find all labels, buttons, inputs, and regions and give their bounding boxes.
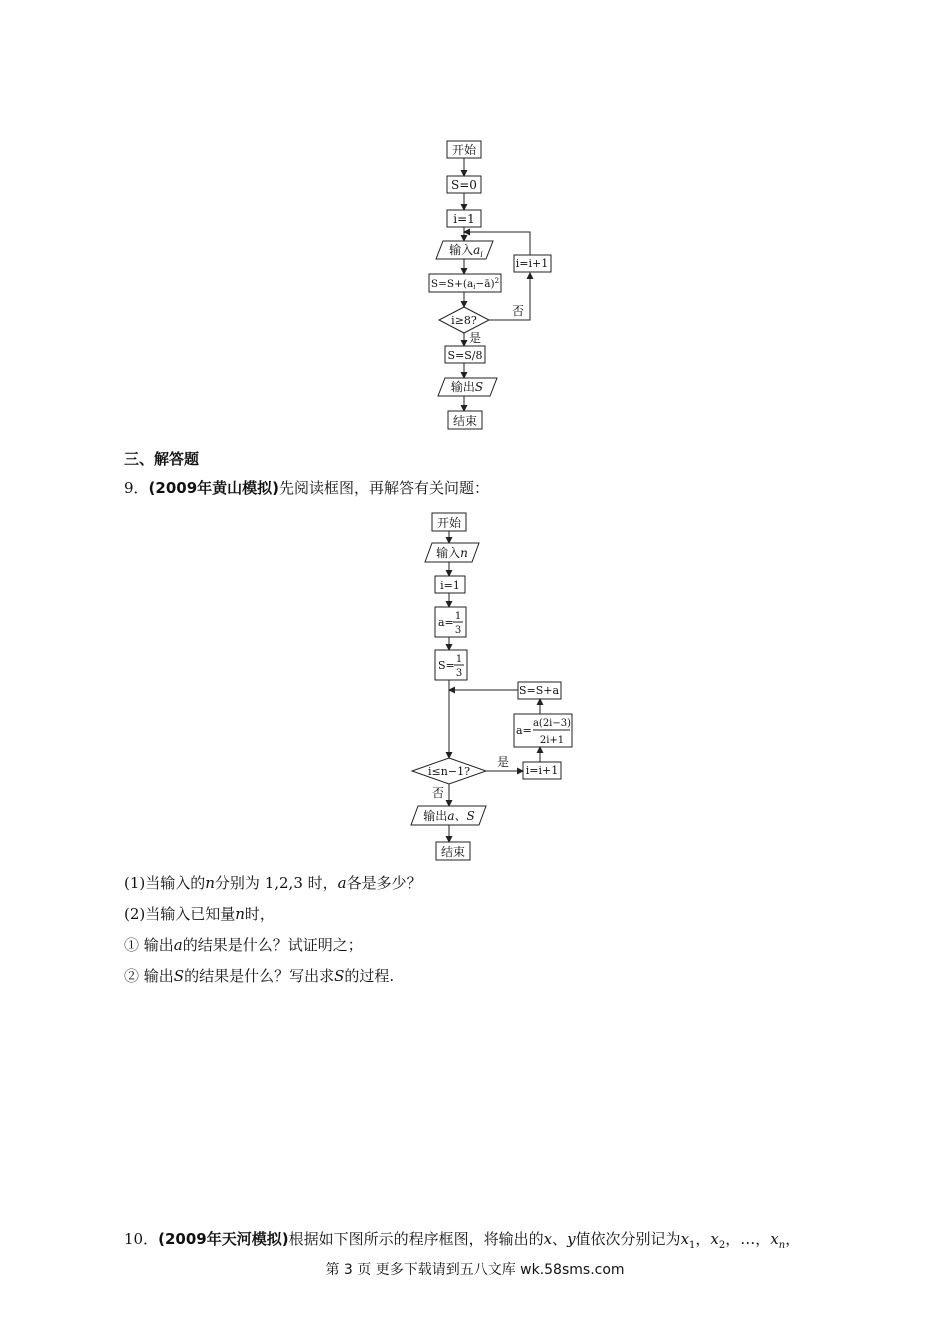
q10-text2: 值依次分别记为 xyxy=(575,1230,681,1248)
q-c2-var: S xyxy=(173,967,185,985)
q9-text: 先阅读框图，再解答有关问题： xyxy=(279,479,490,497)
q-c2-text-a: ② 输出 xyxy=(124,967,174,985)
fc2-incr-text: i=i+1 xyxy=(525,764,559,777)
fc2-s-update-text: S=S+a xyxy=(518,684,560,697)
fc2-s-lhs: S= xyxy=(438,659,455,672)
fc2-a-lhs: a= xyxy=(438,616,454,629)
q10-number: 10． xyxy=(124,1230,159,1248)
section-heading: 三、解答题 xyxy=(124,450,200,468)
q9-source: (2009年黄山模拟) xyxy=(148,479,280,497)
question-10-line xyxy=(124,1229,800,1256)
fc1-update-text: S=S+(ai−ā)$^2$ xyxy=(430,277,500,291)
q-p2-text-b: 时， xyxy=(244,905,275,923)
q-p2-var-n: n xyxy=(235,905,245,923)
q10-sub-1: 1 xyxy=(689,1240,696,1251)
q10-sub-2: 2 xyxy=(718,1240,726,1251)
q10-xn: x xyxy=(770,1230,779,1248)
fc1-output-text: 输出S xyxy=(450,380,484,394)
fc2-a-num: 1 xyxy=(454,611,462,622)
q10-var-y: y xyxy=(567,1230,576,1248)
fc2-yes-label: 是 xyxy=(497,755,510,769)
q-c1-var: a xyxy=(173,936,183,954)
q-c1-text-a: ① 输出 xyxy=(124,936,174,954)
fc1-yes-label: 是 xyxy=(469,331,482,345)
fc2-output-text: 输出a、S xyxy=(423,809,475,823)
q-p1-text-a: (1)当输入的 xyxy=(124,874,206,892)
fc2-condition-text: i≤n−1? xyxy=(428,765,470,778)
q-p1-var-n: n xyxy=(205,874,215,892)
q10-tail: ， xyxy=(785,1230,801,1248)
page-footer: 第 3 页 更多下载请到五八文库 wk.58sms.com xyxy=(325,1262,625,1278)
fc2-a-update-num: a(2i−3) xyxy=(532,718,572,729)
q10-x1: x xyxy=(680,1230,690,1248)
question-part-2-sub-2 xyxy=(124,966,394,986)
fc1-div-text: S=S/8 xyxy=(447,349,483,362)
q10-sub-n: n xyxy=(778,1240,786,1251)
fc2-a-update-lhs: a= xyxy=(516,724,532,737)
fc1-input-text: 输入$a_i$ xyxy=(449,243,483,259)
q-c2-var2: S xyxy=(334,967,345,985)
fc2-s-den: 3 xyxy=(455,668,463,679)
q10-var-x: x xyxy=(543,1230,553,1248)
q10-sep: 、 xyxy=(552,1230,568,1248)
fc1-start-text: 开始 xyxy=(451,143,477,157)
question-part-2 xyxy=(124,904,275,924)
q9-number: 9． xyxy=(124,479,149,497)
fc2-no-label: 否 xyxy=(432,786,445,800)
fc1-no-label: 否 xyxy=(512,304,525,318)
q-p1-var-a: a xyxy=(337,874,347,892)
q10-text: 根据如下图所示的程序框图，将输出的 xyxy=(288,1230,544,1248)
fc1-incr-text: i=i+1 xyxy=(515,257,549,270)
fc1-s0-text: S=0 xyxy=(451,178,477,192)
q10-comma: ， xyxy=(695,1230,711,1248)
fc2-i1-text: i=1 xyxy=(440,579,460,592)
q-c2-text-c: 的过程. xyxy=(344,967,395,985)
fc2-a-update-den: 2i+1 xyxy=(539,735,565,746)
fc2-a-den: 3 xyxy=(454,625,462,636)
q-p2-text-a: (2)当输入已知量 xyxy=(124,905,236,923)
q-c1-text-b: 的结果是什么？试证明之； xyxy=(182,936,363,954)
fc2-start-text: 开始 xyxy=(436,516,462,530)
fc2-end-text: 结束 xyxy=(440,845,466,859)
fc1-i1-text: i=1 xyxy=(453,212,475,226)
fc1-end-text: 结束 xyxy=(452,414,478,428)
question-part-1 xyxy=(124,873,422,893)
q-c2-text-b: 的结果是什么？写出求 xyxy=(184,967,335,985)
q10-source: (2009年天河模拟) xyxy=(158,1230,289,1248)
fc2-s-num: 1 xyxy=(455,654,463,665)
fc1-condition-text: i≥8? xyxy=(451,314,477,327)
q-p1-text-b: 分别为 1,2,3 时， xyxy=(214,874,338,892)
q10-dots: ，…， xyxy=(725,1230,771,1248)
fc2-input-text: 输入n xyxy=(436,546,468,560)
q-p1-text-c: 各是多少？ xyxy=(346,874,422,892)
q10-x2: x xyxy=(710,1230,719,1248)
question-part-2-sub-1 xyxy=(124,935,363,955)
